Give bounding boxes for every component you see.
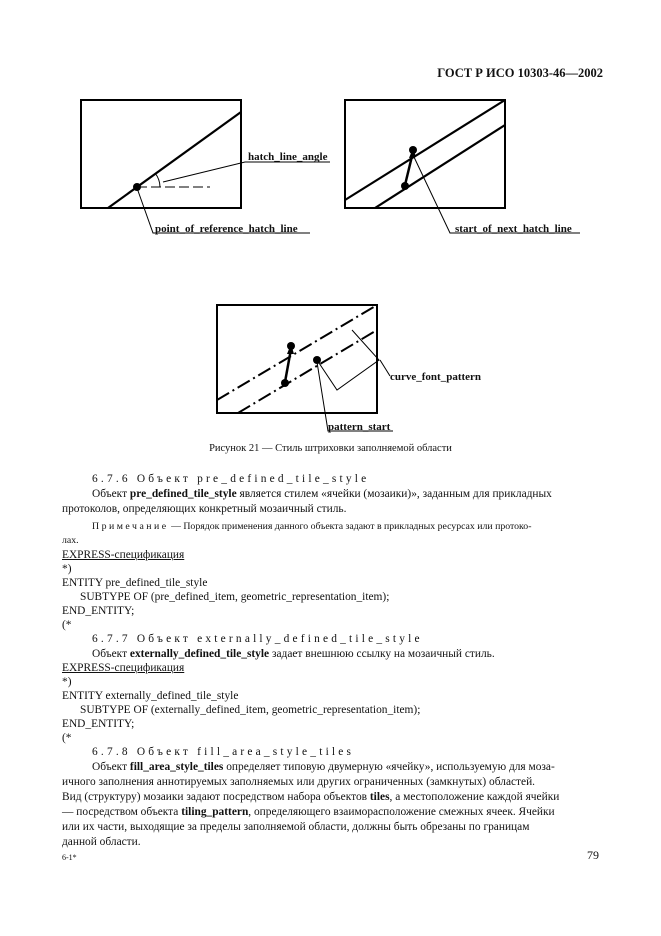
- note-6-7-6-line2: лах.: [62, 535, 79, 546]
- fig3-point-b: [287, 342, 295, 350]
- code-line: *): [62, 676, 72, 688]
- page-number: 79: [587, 848, 599, 862]
- fig3-point-a: [281, 379, 289, 387]
- fig2-hatch-line-1: [345, 100, 505, 200]
- code-line: *): [62, 563, 72, 575]
- footer-signature: 6-1*: [62, 853, 77, 862]
- heading-number: 6.7.6: [92, 473, 131, 485]
- paragraph-6-7-7: Объект externally_defined_tile_style задает внешнюю ссылку на мозаичный стиль.: [92, 648, 495, 660]
- paragraph-6-7-6-line2: протоколов, определяющих конкретный мозаичный стиль.: [62, 503, 347, 515]
- paragraph-6-7-8-line3: Вид (структуру) мозаики задают посредством набора объектов tiles, а местоположение каждой ячейки: [62, 791, 560, 803]
- entity-name-bold: fill_area_style_tiles: [129, 761, 224, 773]
- fig1-frame: [81, 100, 241, 208]
- label-point-of-reference: point_of_reference_hatch_line: [155, 223, 298, 235]
- express-label-2: EXPRESS-спецификация: [62, 662, 185, 674]
- heading-number: 6.7.7: [92, 633, 131, 645]
- label-curve-font-pattern: curve_font_pattern: [390, 371, 482, 383]
- figure-hatch-angle: [0, 0, 661, 433]
- label-start-of-next: start_of_next_hatch_line: [455, 223, 572, 235]
- label-hatch-line-angle: hatch_line_angle: [248, 151, 328, 163]
- paragraph-6-7-6-line1: Объект pre_defined_tile_style является стилем «ячейки (мозаики)», заданным для прикладных: [92, 488, 552, 500]
- heading-entity-name: externally_defined_tile_style: [197, 633, 423, 645]
- figure-caption: Рисунок 21 — Стиль штриховки заполняемой области: [209, 443, 452, 454]
- fig3-pattern-leader: [380, 360, 390, 376]
- heading-6-7-7: [92, 632, 423, 647]
- fig1-angle-leader: [163, 162, 330, 182]
- heading-6-7-8: [92, 745, 354, 760]
- express-label-1: EXPRESS-спецификация: [62, 549, 185, 561]
- code-line: (*: [62, 732, 72, 744]
- fig3-pattern-line-2: [238, 330, 377, 413]
- heading-word: Объект: [136, 746, 192, 758]
- heading-number: 6.7.8: [92, 746, 131, 758]
- label-pattern-start: pattern_start: [328, 421, 391, 433]
- fig2-point-a: [401, 182, 409, 190]
- fig3-frame: [217, 305, 377, 413]
- code-line: (*: [62, 619, 72, 631]
- heading-6-7-6: [92, 472, 369, 487]
- paragraph-6-7-8-line1: Объект fill_area_style_tiles определяет типовую двумерную «ячейку», используемую для моза-: [92, 761, 555, 773]
- heading-word: Объект: [136, 633, 192, 645]
- document-header: ГОСТ Р ИСО 10303-46—2002: [437, 66, 603, 80]
- entity-name-bold: tiling_pattern: [181, 806, 249, 818]
- code-line: END_ENTITY;: [62, 718, 135, 730]
- note-6-7-6-line1: Примечание — Порядок применения данного объекта задают в прикладных ресурсах или протоко-: [62, 520, 599, 534]
- note-label: Примечание: [92, 521, 169, 532]
- code-line: END_ENTITY;: [62, 605, 135, 617]
- fig1-reference-point: [133, 183, 141, 191]
- entity-name-bold: tiles: [369, 791, 390, 803]
- heading-entity-name: fill_area_style_tiles: [197, 746, 355, 758]
- code-line: SUBTYPE OF (externally_defined_item, geometric_representation_item);: [80, 704, 421, 716]
- paragraph-6-7-8-line6: данной области.: [62, 836, 141, 848]
- fig2-hatch-line-2: [375, 125, 505, 208]
- code-line: SUBTYPE OF (pre_defined_item, geometric_representation_item);: [80, 591, 390, 603]
- heading-word: Объект: [136, 473, 192, 485]
- paragraph-6-7-8-line2: ичного заполнения аннотируемых заполняемых или других ограниченных (замкнутых) областей.: [62, 776, 536, 788]
- fig2-point-b: [409, 146, 417, 154]
- code-line: ENTITY pre_defined_tile_style: [62, 577, 208, 589]
- fig3-pattern-line-1: [217, 305, 377, 400]
- heading-entity-name: pre_defined_tile_style: [197, 473, 370, 485]
- fig1-hatch-line: [108, 112, 241, 208]
- code-line: ENTITY externally_defined_tile_style: [62, 690, 239, 702]
- entity-name-bold: externally_defined_tile_style: [129, 648, 270, 660]
- entity-name-bold: pre_defined_tile_style: [129, 488, 237, 500]
- fig1-angle-arc: [155, 173, 160, 187]
- paragraph-6-7-8-line4: — посредством объекта tiling_pattern, определяющего взаиморасположение смежных ячеек. Ячейки: [62, 806, 555, 818]
- paragraph-6-7-8-line5: или их части, выходящие за пределы заполняемой области, должны быть обрезаны по границам: [62, 821, 530, 833]
